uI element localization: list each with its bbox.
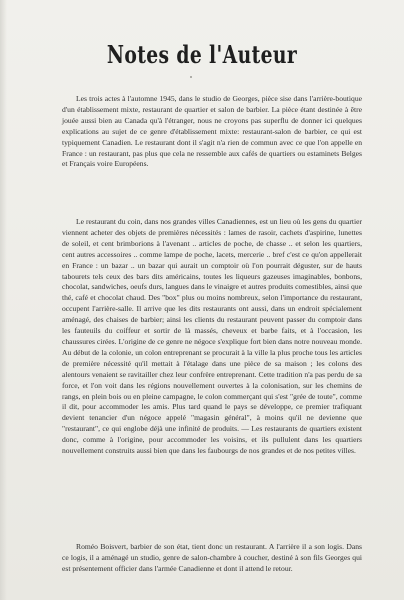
- page-title: Notes de l'Auteur: [106, 40, 298, 69]
- page-fold-shadow: [0, 0, 7, 600]
- paper-speck: [190, 76, 192, 78]
- paragraph-setting: Les trois actes à l'automne 1945, dans le studio de Georges, pièce sise dans l'arrière-boutique d'un établissement mixte, restaurant de quartier et salon de barbier. La pièce étant destinée à être jouée aussi bien au Canada qu'à l'étranger, nous ne croyons pas superflu de donner ici quelques explications au sujet de ce genre d'établissement mixte: restaurant-salon de barbier, ce qui est typiquement Canadien. Le restaurant dont il s'agit n'a rien de commun avec ce que l'on appelle en France : un restaurant, pas plus que cela ne ressemble aux cafés de quartiers ou estaminets Belges et Français voire Européens.: [62, 94, 362, 169]
- paragraph-restaurant-description: Le restaurant du coin, dans nos grandes villes Canadiennes, est un lieu où les gens du quartier viennent acheter des objets de premières nécessités : lames de rasoir, cachets d'aspirine, lunettes de soleil, et cent brimborions à l'avenant .. articles de poche, de chasse .. et selon les quartiers, cent autres accessoires .. comme lampe de poche, lacets, mercerie .. bref c'est ce qu'on appellerait en France : un bazar .. un bazar qui aurait un comptoir où l'on pourrait déguster, sur de hauts tabourets tels ceux des bars dits américains, toutes les liqueurs gazeuses imaginables, bonbons, chocolat, sandwiches, oeufs durs, langues dans le vinaigre et autres produits comestibles, ainsi que thé, café et chocolat chaud. Des "box" plus ou moins nombreux, selon l'importance du restaurant, occupent l'arrière-salle. Il arrive que les dits restaurants ont aussi, dans un endroit spécialement aménagé, des chaises de barbier; ainsi les clients du restaurant peuvent passer du comptoir dans les fauteuils du coiffeur et sortir de là massés, cheveux et barbe faits, et à l'occasion, les chaussures cirées. L'origine de ce genre ne négoce s'explique fort bien dans notre nouveau monde. Au début de la colonie, un colon entreprenant se procurait à la ville la plus proche tous les articles de première nécessité qu'il mettait à l'étalage dans une pièce de sa maison ; les colons des alentours venaient se ravitailler chez leur confrère entreprenant. Cette tradition n'a pas perdu de sa force, et l'on voit dans les régions nouvellement ouvertes à la colonisation, sur les chemins de rangs, en plein bois ou en pleine campagne, le colon commerçant qui s'est "grée de toute", comme il dit, pour accommoder les amis. Plus tard quand le pays se développe, ce premier trafiquant devient tenancier d'un négoce appelé "magasin général", à moins qu'il ne devienne que "restaurant", ce qui englobe déjà une infinité de produits. — Les restaurants de quartiers existent donc, comme à l'origine, pour accommoder les voisins, et ils pullulent dans les quartiers nouvellement construits aussi bien que dans les faubourgs de nos grandes et de nos petites villes.: [62, 217, 362, 456]
- paragraph-romeo-boisvert: Roméo Boisvert, barbier de son état, tient donc un restaurant. A l'arrière il a son logis. Dans ce logis, il a aménagé un studio, genre de salon-chambre à coucher, destiné à son fils Georges qui est présentement officier dans l'armée Canadienne et dont il attend le retour.: [62, 542, 362, 573]
